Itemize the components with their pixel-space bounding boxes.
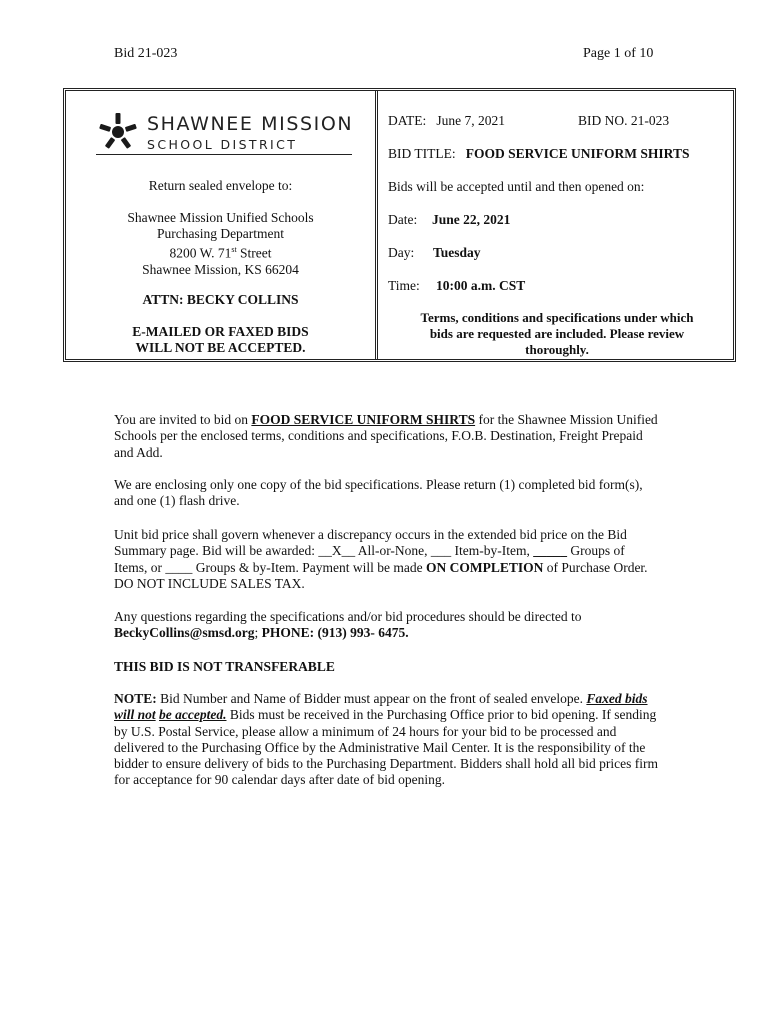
open-time: 10:00 a.m. CST (436, 278, 526, 293)
contact-phone: PHONE: (913) 993- 6475. (261, 625, 409, 641)
open-time-label: Time: (388, 278, 420, 293)
box-divider (375, 91, 378, 359)
open-day: Tuesday (433, 245, 481, 260)
address-line: Shawnee Mission, KS 66204 (142, 261, 299, 277)
acceptance-text: Bids will be accepted until and then opened on: (388, 179, 645, 194)
logo-subtitle: SCHOOL DISTRICT (147, 137, 298, 152)
logo-underline (96, 154, 352, 155)
paragraph-contact: Any questions regarding the specifications and/or bid procedures should be directed to BeckyCollins@smsd.org; PHONE: (913) 993- 6475. (114, 609, 582, 641)
logo-name: SHAWNEE MISSION (147, 113, 354, 135)
address-line: 8200 W. 71st Street (169, 245, 272, 261)
bid-title: BID TITLE: FOOD SERVICE UNIFORM SHIRTS (388, 146, 690, 161)
district-logo (96, 111, 356, 159)
return-label: Return sealed envelope to: (148, 178, 293, 193)
contact-email: BeckyCollins@smsd.org (114, 625, 255, 641)
paragraph-award: Unit bid price shall govern whenever a discrepancy occurs in the extended bid price on the Bid Summary page. Bid will be awarded: __X__ All-or-None, ___ Item-by-Item, _____ Groups of Items, or ____ Groups & by-Item. Payment will be made ON COMPLETION of Purchase Order. DO NOT INCLUDE SALES TAX. (114, 527, 648, 591)
terms-notice: Terms, conditions and specifications under which bids are requested are included. Please review thoroughly. (420, 310, 694, 357)
issue-date: DATE: June 7, 2021 (388, 113, 505, 128)
star-people-icon (96, 111, 140, 155)
paragraph-invitation: You are invited to bid on FOOD SERVICE UNIFORM SHIRTS for the Shawnee Mission Unified Schools per the enclosed terms, conditions and specifications, F.O.B. Destination, Freight Prepaid and Add. (114, 412, 658, 460)
open-date: June 22, 2021 (432, 212, 511, 227)
paragraph-enclosures: We are enclosing only one copy of the bid specifications. Please return (1) completed bid form(s), and one (1) flash drive. (114, 477, 643, 509)
attention-line: ATTN: BECKY COLLINS (142, 292, 299, 307)
header-bid-number: Bid 21-023 (114, 46, 178, 61)
not-transferable: THIS BID IS NOT TRANSFERABLE (114, 659, 335, 674)
paragraph-note: NOTE: Bid Number and Name of Bidder must appear on the front of sealed envelope. Faxed bids will not be accepted. Bids must be received in the Purchasing Office prior to bid opening. If sending by U.S. Postal Service, please allow a minimum of 24 hours for your bid to be processed and delivered to the Purchasing Office by the Administrative Mail Center. It is the responsibility of the bidder to ensure delivery of bids to the Purchasing Department. Bidders shall hold all bid prices firm for acceptance for 90 calendar days after date of bid opening. (114, 691, 659, 788)
address-line: Shawnee Mission Unified Schools (127, 210, 314, 225)
no-fax-notice: E-MAILED OR FAXED BIDS WILL NOT BE ACCEPTED. (132, 324, 309, 355)
open-day-label: Day: (388, 245, 415, 260)
header-page-number: Page 1 of 10 (583, 46, 654, 61)
address-line: Purchasing Department (156, 226, 285, 241)
return-address (66, 210, 375, 278)
bid-info-box (63, 88, 736, 362)
bid-number: BID NO. 21-023 (578, 113, 670, 128)
open-date-label: Date: (388, 212, 418, 227)
